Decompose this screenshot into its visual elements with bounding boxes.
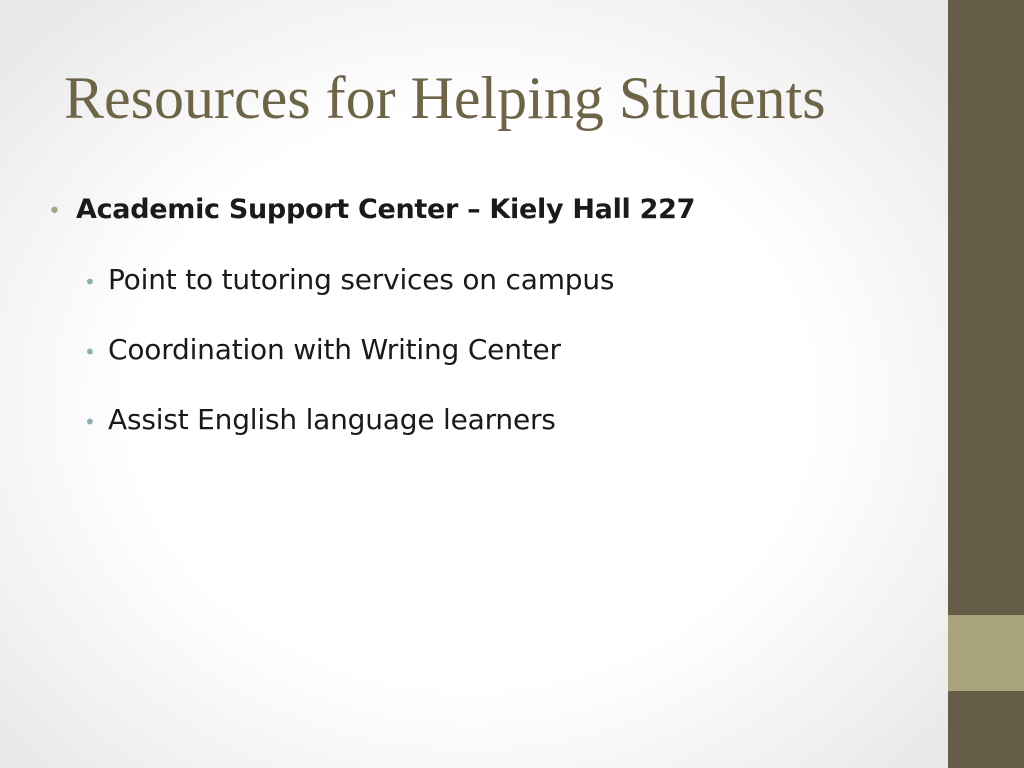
bullet-text: Academic Support Center – Kiely Hall 227	[76, 194, 696, 225]
sidebar-accent-block	[948, 615, 1024, 691]
bullet-dot-icon: •	[84, 340, 96, 364]
bullet-item-academic-support	[48, 188, 928, 232]
sub-bullet-text: Coordination with Writing Center	[108, 333, 561, 366]
bullet-dot-icon: •	[84, 270, 96, 294]
sub-bullet-text: Point to tutoring services on campus	[108, 263, 615, 296]
slide-title: Resources for Helping Students	[64, 65, 826, 131]
sub-bullet-item-english-learners	[84, 398, 928, 455]
bullet-list	[48, 188, 928, 455]
sub-bullet-text: Assist English language learners	[108, 403, 556, 436]
bullet-dot-icon: •	[48, 199, 61, 224]
sub-bullet-item-writing-center	[84, 328, 928, 385]
sub-bullet-item-tutoring	[84, 258, 928, 315]
bullet-dot-icon: •	[84, 410, 96, 434]
